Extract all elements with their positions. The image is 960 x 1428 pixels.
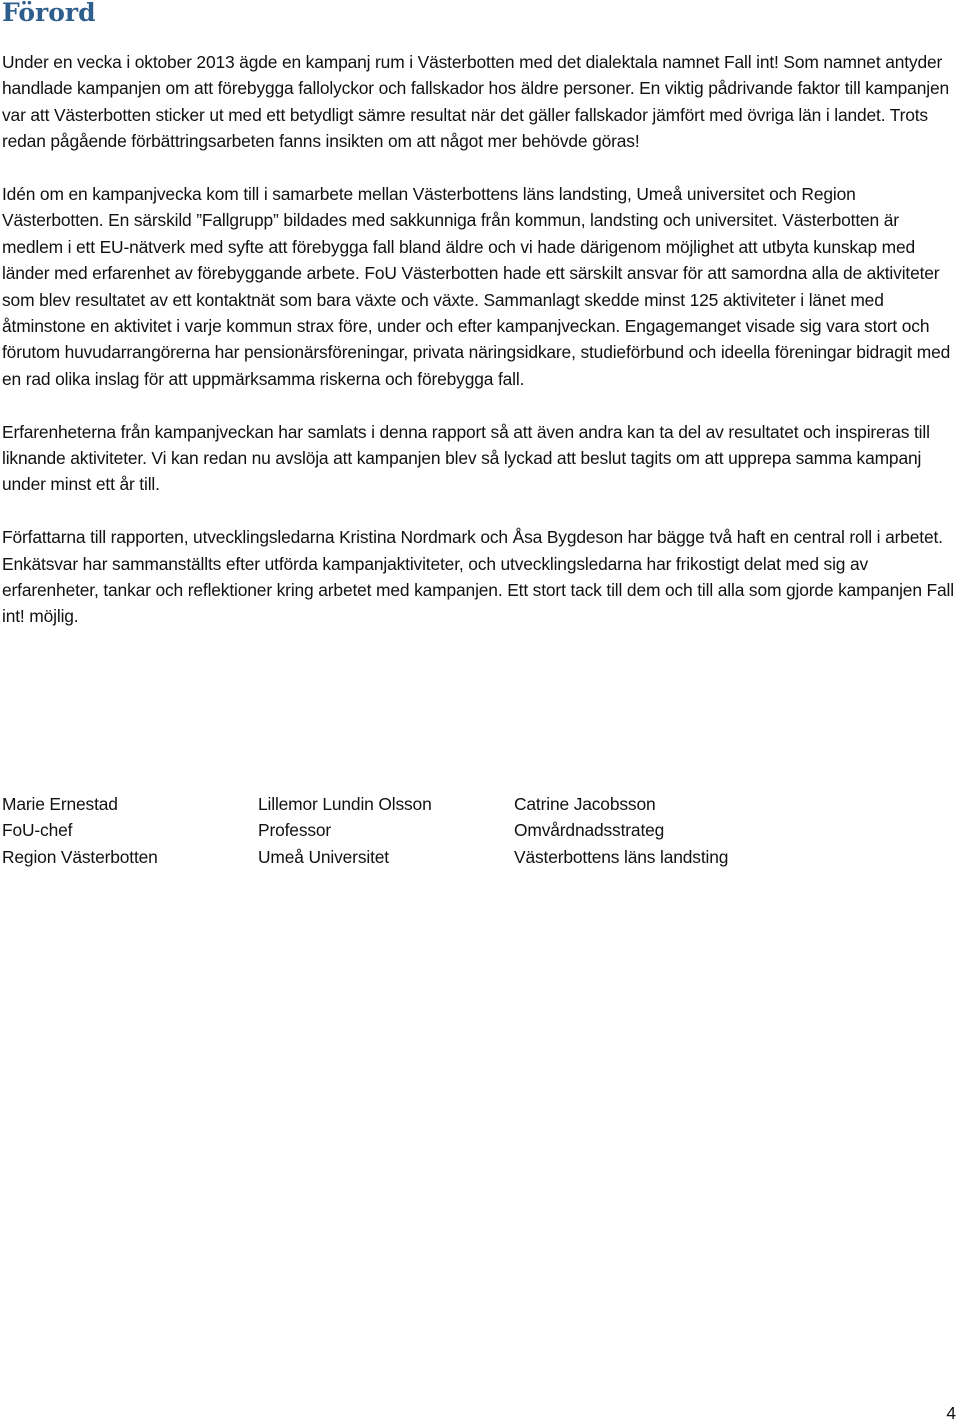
signature-title: FoU-chef: [2, 820, 73, 841]
signature-organization: Umeå Universitet: [258, 846, 389, 867]
signature-organization: Region Västerbotten: [2, 846, 158, 867]
signature-lillemor-lundin-olsson: [258, 791, 508, 870]
signature-name: Lillemor Lundin Olsson: [258, 794, 432, 814]
paragraph-experiences: Erfarenheterna från kampanjveckan har samlats i denna rapport så att även andra kan ta del av resultatet och inspireras till liknande aktiviteter. Vi kan redan nu avslöja att kampanjen blev så lyckad att beslut tagits om att upprepa samma kampanj under minst ett år till.: [2, 421, 930, 495]
page-number: 4: [946, 1403, 956, 1423]
page-title: Förord: [2, 0, 96, 27]
foreword-body: [2, 49, 954, 656]
paragraph-authors: Författarna till rapporten, utvecklingsledarna Kristina Nordmark och Åsa Bygdeson har bägge två haft en central roll i arbetet. Enkätsvar har sammanställts efter utförda kampanjaktiviteter, och utvecklingsledarna har frikostigt delat med sig av erfarenheter, tankar och reflektioner kring arbetet med kampanjen. Ett stort tack till dem och till alla som gjorde kampanjen Fall int! möjlig.: [2, 527, 954, 627]
paragraph-collaboration: Idén om en kampanjvecka kom till i samarbete mellan Västerbottens läns landsting, Umeå universitet och Region Västerbotten. En särskild ”Fallgrupp” bildades med sakkunniga från kommun, landsting och universitet. Västerbotten är medlem i ett EU-nätverk med syfte att förebygga fall bland äldre och vi hade därigenom möjlighet att utbyta kunskap med länder med erfarenhet av förebyggande arbete. FoU Västerbotten hade ett särskilt ansvar för att samordna alla de aktiviteter som blev resultatet av ett kontaktnät som bara växte och växte. Sammanlagt skedde minst 125 aktiviteter i länet med åtminstone en aktivitet i varje kommun strax före, under och efter kampanjveckan. Engagemanget visade sig vara stort och förutom huvudarrangörerna har pensionärsföreningar, privata näringsidkare, studieförbund och ideella föreningar bidragit med en rad olika inslag för att uppmärksamma riskerna och förebygga fall.: [2, 184, 951, 389]
signature-catrine-jacobsson: [514, 791, 764, 870]
signature-name: Marie Ernestad: [2, 794, 118, 814]
signature-name: Catrine Jacobsson: [514, 794, 656, 814]
signature-title: Omvårdnadsstrateg: [514, 820, 665, 841]
signature-organization: Västerbottens läns landsting: [514, 846, 729, 867]
signature-marie-ernestad: [2, 791, 252, 870]
signature-title: Professor: [258, 820, 332, 841]
paragraph-intro: Under en vecka i oktober 2013 ägde en kampanj rum i Västerbotten med det dialektala namnet Fall int! Som namnet antyder handlade kampanjen om att förebygga fallolyckor och fallskador hos äldre personer. En viktig pådrivande faktor till kampanjen var att Västerbotten sticker ut med ett betydligt sämre resultat när det gäller fallskador jämfört med övriga län i landet. Trots redan pågående förbättringsarbeten fanns insikten om att något mer behövde göras!: [2, 52, 949, 152]
